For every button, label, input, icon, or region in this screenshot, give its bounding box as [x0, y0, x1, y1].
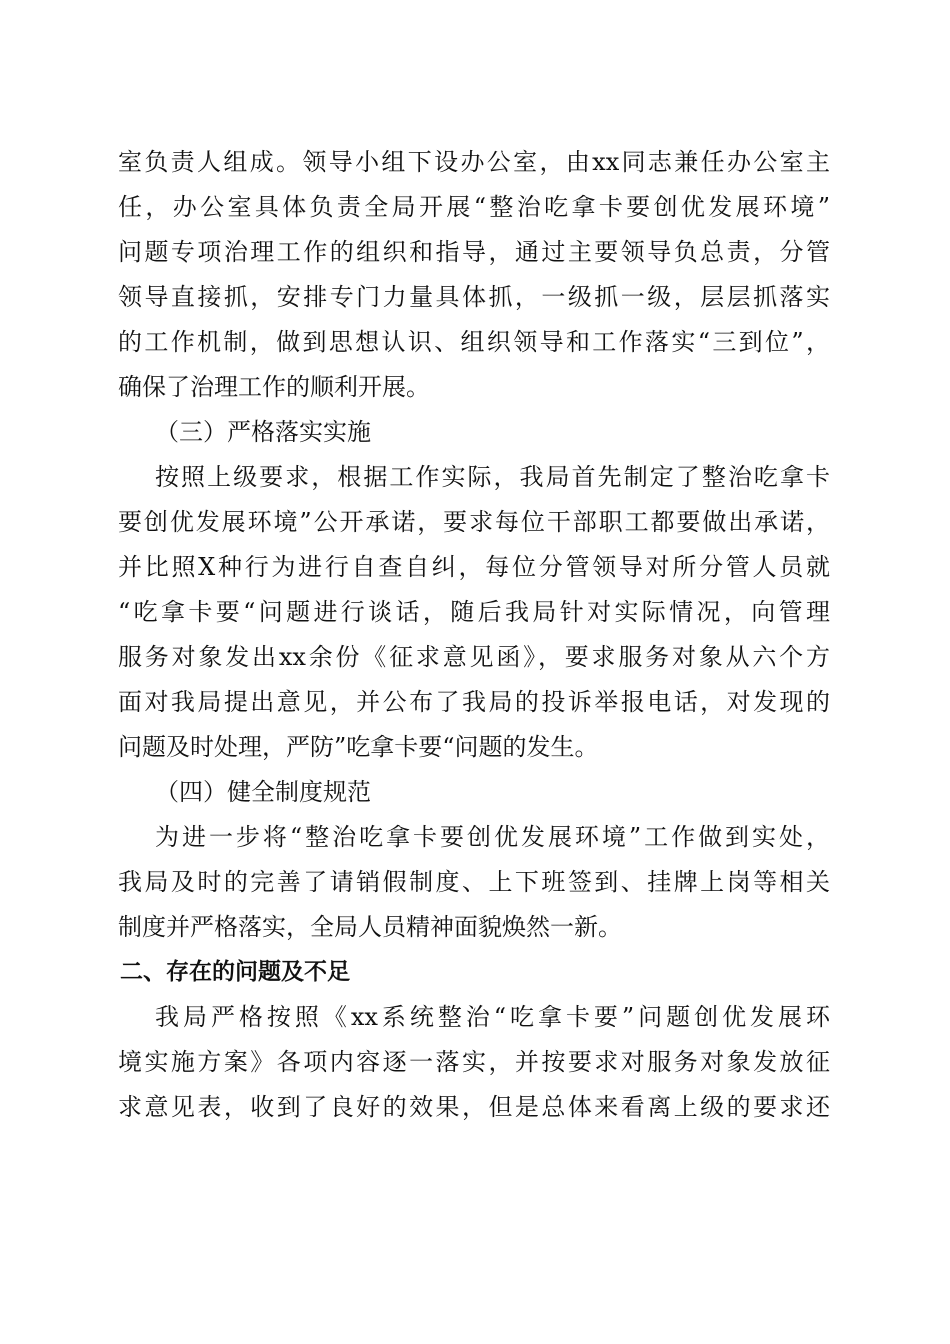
- document-body: [118, 140, 830, 1130]
- paragraph-line: 求意见表，收到了良好的效果，但是总体来看离上级的要求还: [118, 1093, 830, 1121]
- subsection-four: [118, 770, 830, 950]
- paragraph-line: 并比照X种行为进行自查自纠，每位分管领导对所分管人员就: [118, 553, 830, 581]
- paragraph-line: 的工作机制，做到思想认识、组织领导和工作落实“三到位”，: [118, 328, 830, 356]
- paragraph-line: 要创优发展环境”公开承诺，要求每位干部职工都要做出承诺，: [118, 508, 830, 536]
- paragraph-line: 面对我局提出意见，并公布了我局的投诉举报电话，对发现的: [118, 688, 830, 716]
- paragraph-line: 问题及时处理，严防”吃拿卡要“问题的发生。: [118, 733, 599, 761]
- paragraph-line: 确保了治理工作的顺利开展。: [118, 373, 430, 401]
- subsection-three: [118, 410, 830, 770]
- paragraph-line: 领导直接抓，安排专门力量具体抓，一级抓一级，层层抓落实: [118, 283, 830, 311]
- paragraph-line: 任，办公室具体负责全局开展“整治吃拿卡要创优发展环境”: [118, 193, 830, 221]
- paragraph-line: 制度并严格落实，全局人员精神面貌焕然一新。: [118, 913, 622, 941]
- subsection-heading: （三）严格落实实施: [155, 418, 371, 446]
- paragraph-line: 问题专项治理工作的组织和指导，通过主要领导负总责，分管: [118, 238, 830, 266]
- paragraph-line: 为进一步将“整治吃拿卡要创优发展环境”工作做到实处，: [155, 823, 830, 851]
- paragraph-line: “吃拿卡要“问题进行谈话，随后我局针对实际情况，向管理: [118, 598, 830, 626]
- section-heading: 二、存在的问题及不足: [120, 959, 350, 985]
- section-two: [118, 950, 830, 1130]
- paragraph-line: 按照上级要求，根据工作实际，我局首先制定了整治吃拿卡: [155, 463, 830, 491]
- subsection-heading: （四）健全制度规范: [155, 778, 371, 806]
- paragraph-line: 境实施方案》各项内容逐一落实，并按要求对服务对象发放征: [118, 1048, 830, 1076]
- paragraph-line: 我局及时的完善了请销假制度、上下班签到、挂牌上岗等相关: [118, 868, 830, 896]
- paragraph-line: 服务对象发出xx余份《征求意见函》，要求服务对象从六个方: [118, 643, 830, 671]
- paragraph-line: 室负责人组成。领导小组下设办公室，由xx同志兼任办公室主: [118, 148, 830, 176]
- section-one-tail: [118, 140, 830, 410]
- paragraph-line: 我局严格按照《xx系统整治“吃拿卡要”问题创优发展环: [155, 1003, 830, 1031]
